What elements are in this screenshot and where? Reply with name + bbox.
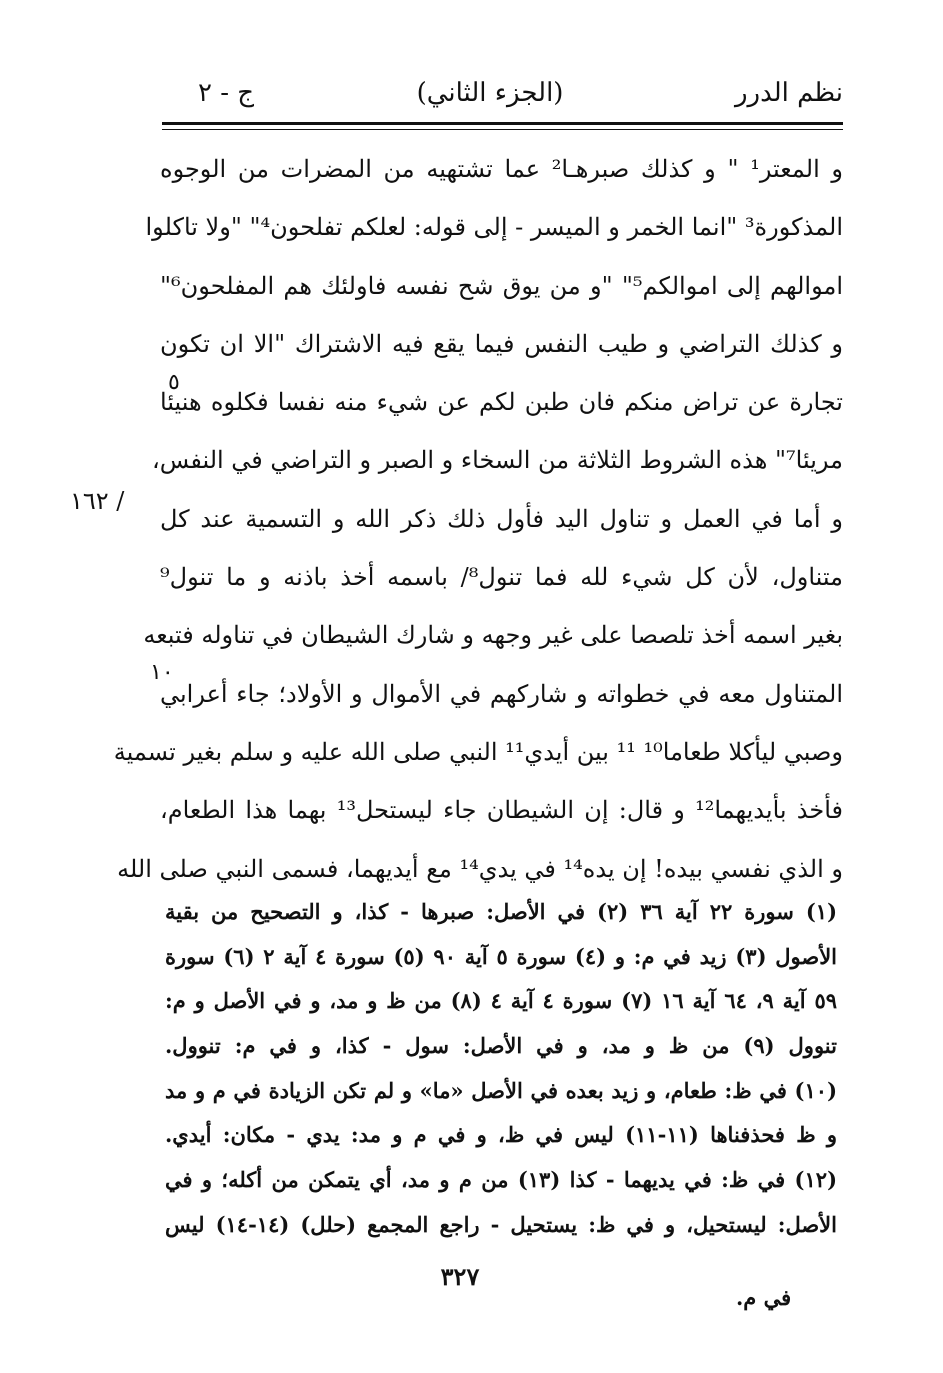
main-text	[113, 140, 844, 898]
page-number: ٣٢٧	[440, 1262, 480, 1291]
text-line: متناول، لأن كل شيء لله فما تنول⁸/ باسمه أخذ باذنه و ما تنول⁹	[160, 563, 843, 592]
footnote-line: تنوول (٩) من ظ و مد، و في الأصل: سول - كذا، و في م: تنوول.	[165, 1033, 837, 1059]
margin-line-number-5: ٥	[168, 370, 180, 395]
text-line: وصبي ليأكلا طعاما¹⁰ ¹¹ بين أيدي¹¹ النبي صلى الله عليه و سلم بغير تسمية	[113, 737, 843, 766]
text-line: و كذلك التراضي و طيب النفس فيما يقع فيه الاشتراك "الا ان تكون	[160, 329, 843, 358]
text-line: المذكورة³ "انما الخمر و الميسر - إلى قوله: لعلكم تفلحون⁴" "ولا تاكلوا	[145, 213, 843, 242]
footnote-line: (١٠) في ظ: طعام، و زيد بعده في الأصل «ما» و لم تكن الزيادة في م و مد	[165, 1077, 837, 1103]
text-line: بغير اسمه أخذ تلصصا على غير وجهه و شارك الشيطان في تناوله فتبعه	[143, 621, 843, 650]
footnote-line: الأصل: ليستحيل، و في ظ: يستحيل - راجع المجمع (حلل) (١٤-١٤) ليس	[165, 1211, 837, 1237]
text-line: فأخذ بأيديهما¹² و قال: إن الشيطان جاء ليستحل¹³ بهما هذا الطعام،	[160, 796, 844, 825]
volume-label: ج - ٢	[198, 78, 255, 108]
header-rule-thick	[162, 122, 843, 125]
text-line: و المعتر¹ " و كذلك صبرهـا² عما تشتهيه من المضرات من الوجوه	[160, 155, 844, 183]
footnotes	[165, 890, 837, 1248]
text-line: تجارة عن تراض منكم فان طبن لكم عن شيء منه نفسا فكلوه هنيئا	[160, 388, 843, 417]
footnote-tail: في م.	[736, 1285, 792, 1310]
text-line: و أما في العمل و تناول اليد فأول ذلك ذكر الله و التسمية عند كل	[160, 504, 843, 533]
manuscript-folio-marker: / ١٦٢	[70, 487, 125, 515]
margin-line-number-10: ١٠	[150, 660, 174, 685]
footnote-line: (١) سورة ٢٢ آية ٣٦ (٢) في الأصل: صبرها - كذا، و التصحيح من بقية	[165, 899, 837, 924]
text-line: اموالهم إلى اموالكم⁵" "و من يوق شح نفسه فاولئك هم المفلحون⁶"	[160, 271, 843, 300]
running-title: نظم الدرر	[734, 78, 843, 108]
text-line: المتناول معه في خطواته و شاركهم في الأموال و الأولاد؛ جاء أعرابي	[160, 679, 843, 708]
footnote-line: الأصول (٣) زيد في م: و (٤) سورة ٥ آية ٩٠ (٥) سورة ٤ آية ٢ (٦) سورة	[165, 943, 838, 969]
header-rule-thin	[162, 129, 843, 130]
footnote-line: ٥٩ آية ٩، ٦٤ آية ١٦ (٧) سورة ٤ آية ٤ (٨) من ظ و مد، و في الأصل و م:	[165, 988, 838, 1014]
text-line: و الذي نفسي بيده! إن يده¹⁴ في يدي¹⁴ مع أيديهما، فسمى النبي صلى الله	[117, 854, 843, 883]
part-label: (الجزء الثاني)	[416, 78, 564, 108]
text-line: مريئا⁷" هذه الشروط الثلاثة من السخاء و الصبر و التراضي في النفس،	[151, 446, 843, 475]
footnote-line: و ظ فحذفناها (١١-١١) ليس في ظ، و في م و مد: يدي - مكان: أيدي.	[165, 1122, 838, 1148]
footnote-line: (١٢) في ظ: في يديهما - كذا (١٣) من م و مد، أي يتمكن من أكله؛ و في	[165, 1167, 837, 1193]
